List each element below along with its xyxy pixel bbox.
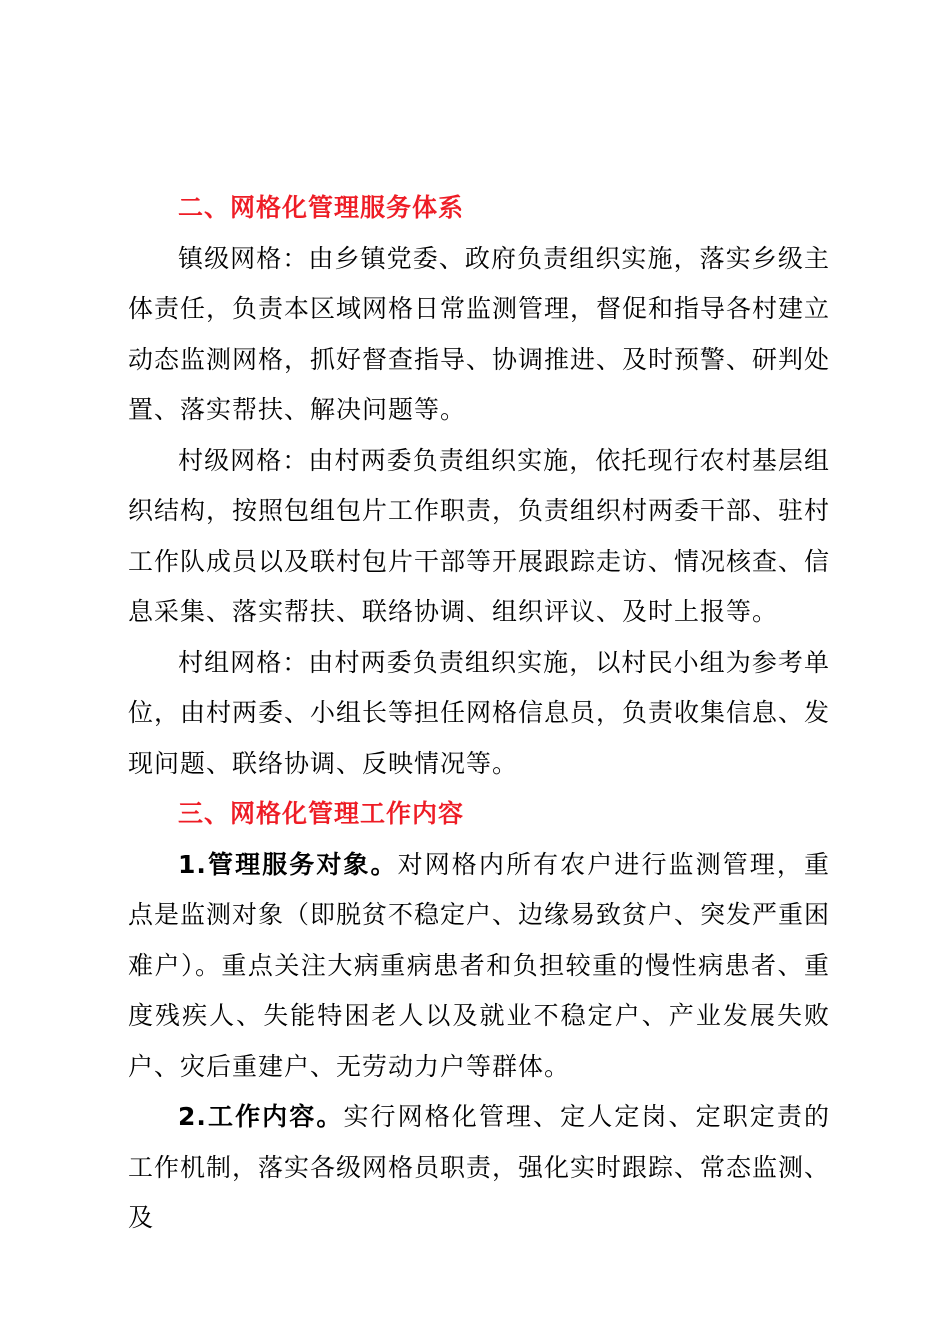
paragraph-town-grid: 镇级网格：由乡镇党委、政府负责组织实施，落实乡级主体责任，负责本区域网格日常监测管理，督促和指导各村建立动态监测网格，抓好督查指导、协调推进、及时预警、研判处置、落实帮扶、解决问题等。 [128,243,831,424]
paragraph-village-grid: 村级网格：由村两委负责组织实施，依托现行农村基层组织结构，按照包组包片工作职责，负责组织村两委干部、驻村工作队成员以及联村包片干部等开展跟踪走访、情况核查、信息采集、落实帮扶、联络协调、组织评议、及时上报等。 [128,445,831,626]
paragraph-item-2 [128,1092,830,1244]
item-2-text: 实行网格化管理、定人定岗、定职定责的工作机制，落实各级网格员职责，强化实时跟踪、常态监测、及 [128,1102,831,1232]
paragraph-group-grid: 村组网格：由村两委负责组织实施，以村民小组为参考单位，由村两委、小组长等担任网格信息员，负责收集信息、发现问题、联络协调、反映情况等。 [128,647,831,778]
item-1-lead: 1.管理服务对象。 [178,849,398,879]
item-1-text: 对网格内所有农户进行监测管理，重点是监测对象（即脱贫不稳定户、边缘易致贫户、突发严重困难户）。重点关注大病重病患者和负担较重的慢性病患者、重度残疾人、失能特困老人以及就业不稳定户、产业发展失败户、灾后重建户、无劳动力户等群体。 [128,849,831,1081]
section-heading-2: 二、网格化管理服务体系 [178,193,465,222]
paragraph-item-1 [128,840,830,1093]
document-body [128,183,830,1244]
section-heading-3: 三、网格化管理工作内容 [178,799,465,828]
item-2-lead: 2.工作内容。 [178,1102,344,1131]
